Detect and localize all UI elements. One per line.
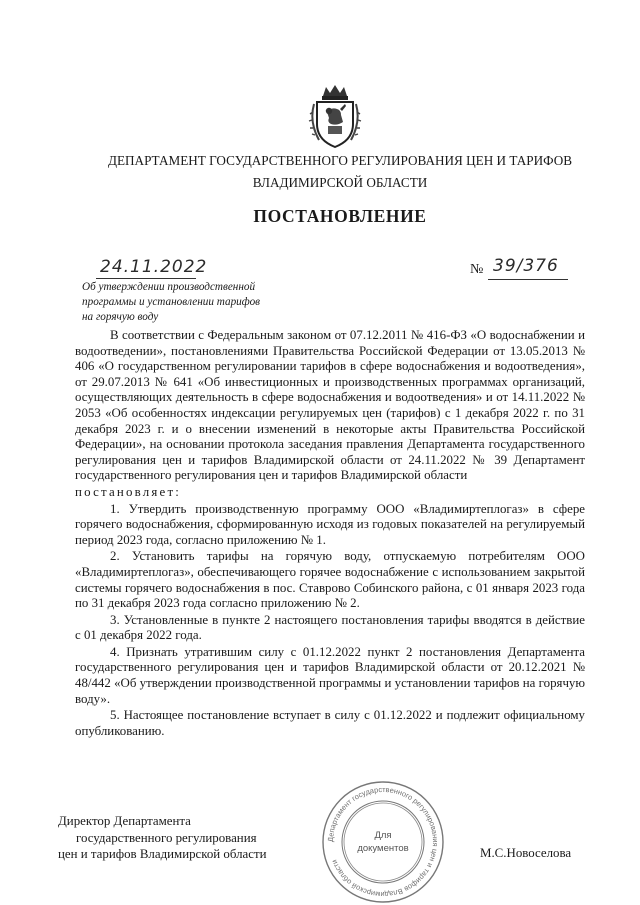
resolves-word: постановляет:	[75, 484, 182, 499]
seal-center-line1: Для	[374, 830, 392, 841]
document-subject	[82, 280, 302, 325]
signer-position-line: государственного регулирования	[76, 830, 257, 845]
official-seal-stamp	[318, 780, 448, 905]
resolution-item: 2. Установить тарифы на горячую воду, отпускаемую потребителям ООО «Владимиртеплогаз», обеспечивающего горячее водоснабжение с использованием закрытой системы горячего водоснабжения в пос. Ставрово Собинского района, с 01 января 2023 года по 31 декабря 2023 года согласно приложению № 2.	[75, 549, 585, 611]
svg-text:Департамент государственного р	[326, 785, 440, 899]
coat-of-arms-icon	[307, 82, 363, 150]
department-name-line2: ВЛАДИМИРСКОЙ ОБЛАСТИ	[252, 175, 428, 190]
document-date: 24.11.2022	[100, 257, 208, 277]
subject-line: Об утверждении производственной	[82, 281, 256, 293]
subject-line: программы и установлении тарифов	[82, 296, 261, 308]
resolution-item: 5. Настоящее постановление вступает в силу с 01.12.2022 и подлежит официальному опубликованию.	[75, 708, 585, 738]
document-type-title: ПОСТАНОВЛЕНИЕ	[253, 206, 427, 226]
number-label: №	[470, 262, 484, 277]
document-body	[75, 328, 585, 739]
signer-position-line: Директор Департамента	[58, 814, 191, 828]
signer-position-line: цен и тарифов Владимирской области	[58, 847, 267, 861]
subject-line: на горячую воду	[82, 311, 159, 323]
resolution-item: 4. Признать утратившим силу с 01.12.2022 пункт 2 постановления Департамента государственного регулирования цен и тарифов Владимирской области от 20.12.2021 № 48/442 «Об утверждении производственной программы и установлении тарифов на горячую воду».	[75, 644, 585, 706]
date-underline	[96, 278, 196, 279]
seal-center-line2: документов	[357, 843, 409, 854]
signer-name: М.С.Новоселова	[480, 846, 572, 860]
document-number: 39/376	[493, 256, 559, 276]
preamble-paragraph: В соответствии с Федеральным законом от 07.12.2011 № 416-ФЗ «О водоснабжении и водоотведении», постановлениями Правительства Российской Федерации от 13.05.2013 № 406 «О государственном регулировании тарифов в сфере водоснабжения и водоотведения», от 29.07.2013 № 641 «Об инвестиционных и производственных программах организаций, осуществляющих деятельность в сфере водоснабжения и водоотведения» и от 14.11.2022 № 2053 «Об особенностях индексации регулируемых цен (тарифов) с 1 декабря 2022 г. по 31 декабря 2023 г. и о внесении изменений в некоторые акты Правительства Российской Федерации», на основании протокола заседания правления Департамента государственного регулирования цен и тарифов Владимирской области от 24.11.2022 № 39 Департамент государственного регулирования цен и тарифов Владимирской области	[75, 328, 585, 483]
department-name-line1: ДЕПАРТАМЕНТ ГОСУДАРСТВЕННОГО РЕГУЛИРОВАНИЯ ЦЕН И ТАРИФОВ	[107, 153, 573, 168]
seal-ring-text: Департамент государственного регулирования цен и тарифов Владимирской области	[325, 784, 441, 900]
resolution-item: 3. Установленные в пункте 2 настоящего постановления тарифы вводятся в действие с 01 декабря 2022 года.	[75, 612, 585, 643]
resolution-item: 1. Утвердить производственную программу ООО «Владимиртеплогаз» в сфере горячего водоснабжения, сформированную исходя из годовых показателей на регулируемый период 2023 года, согласно приложению № 1.	[75, 501, 585, 547]
number-underline	[488, 279, 568, 280]
